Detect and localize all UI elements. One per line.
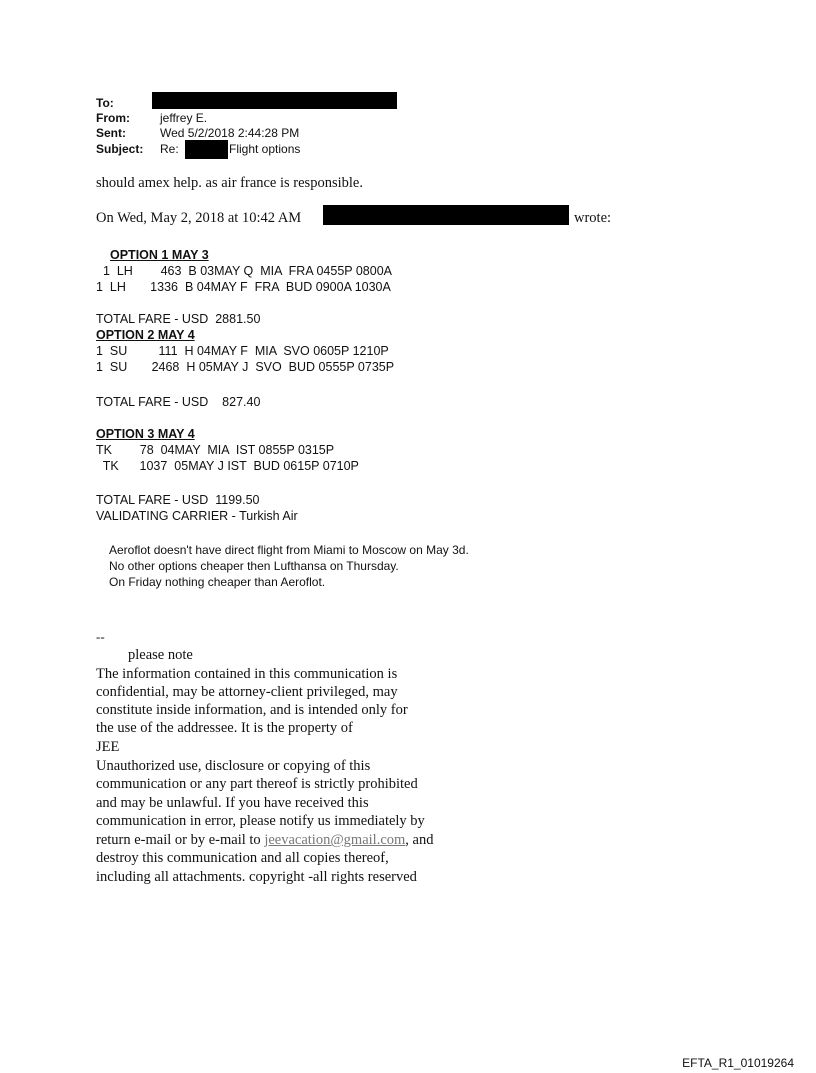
subject-text: Flight options [229,142,301,156]
subject-prefix: Re: [160,142,179,156]
email-link[interactable]: jeevacation@gmail.com [264,832,406,848]
legal-line: communication in error, please notify us immediately by [96,813,425,829]
legal-line: JEE [96,739,120,755]
legal-line: communication or any part thereof is strictly prohibited [96,776,418,792]
sent-label: Sent: [96,126,126,140]
quoted-intro: On Wed, May 2, 2018 at 10:42 AM [96,210,302,226]
option-2-segment-1: 1 SU 111 H 04MAY F MIA SVO 0605P 1210P [96,344,389,358]
legal-line-with-link [96,831,433,850]
option-1-title: OPTION 1 MAY 3 [110,248,209,262]
option-1-segment-2: 1 LH 1336 B 04MAY F FRA BUD 0900A 1030A [96,280,391,294]
legal-line: constitute inside information, and is intended only for [96,702,408,718]
legal-line: the use of the addressee. It is the property of [96,720,353,736]
option-3-title: OPTION 3 MAY 4 [96,427,195,441]
link-line-suffix: , and [405,832,434,848]
option-1-total: TOTAL FARE - USD 2881.50 [96,312,261,326]
option-2-title: OPTION 2 MAY 4 [96,328,195,342]
option-3-segment-2: TK 1037 05MAY J IST BUD 0615P 0710P [96,459,359,473]
reply-line: should amex help. as air france is responsible. [96,175,363,191]
from-label: From: [96,111,130,125]
legal-line: Unauthorized use, disclosure or copying of this [96,758,371,774]
note-line-2: No other options cheaper then Lufthansa on Thursday. [109,559,399,573]
note-line-3: On Friday nothing cheaper than Aeroflot. [109,575,326,589]
legal-line: confidential, may be attorney-client privileged, may [96,684,398,700]
from-value: jeffrey E. [160,111,208,125]
redaction-bar [152,92,397,109]
legal-line: The information contained in this communication is [96,666,398,682]
option-2-total: TOTAL FARE - USD 827.40 [96,395,261,409]
subject-label: Subject: [96,142,144,156]
redaction-bar [185,140,228,159]
legal-line: destroy this communication and all copies thereof, [96,850,389,866]
legal-line: including all attachments. copyright -all rights reserved [96,869,417,885]
link-line-prefix: return e-mail or by e-mail to [96,832,265,848]
option-1-segment-1: 1 LH 463 B 03MAY Q MIA FRA 0455P 0800A [96,264,392,278]
sent-value: Wed 5/2/2018 2:44:28 PM [160,126,300,140]
note-line-1: Aeroflot doesn't have direct flight from Miami to Moscow on May 3d. [109,543,469,557]
document-id: EFTA_R1_01019264 [682,1056,794,1070]
option-3-total: TOTAL FARE - USD 1199.50 [96,493,260,507]
quoted-wrote: wrote: [574,210,612,226]
please-note: please note [128,647,193,663]
to-label: To: [96,96,114,110]
validating-carrier: VALIDATING CARRIER - Turkish Air [96,509,298,523]
option-3-segment-1: TK 78 04MAY MIA IST 0855P 0315P [96,443,335,457]
legal-line: and may be unlawful. If you have received this [96,795,369,811]
signature-separator: -- [96,629,105,644]
redaction-bar [323,205,569,225]
option-2-segment-2: 1 SU 2468 H 05MAY J SVO BUD 0555P 0735P [96,360,395,374]
